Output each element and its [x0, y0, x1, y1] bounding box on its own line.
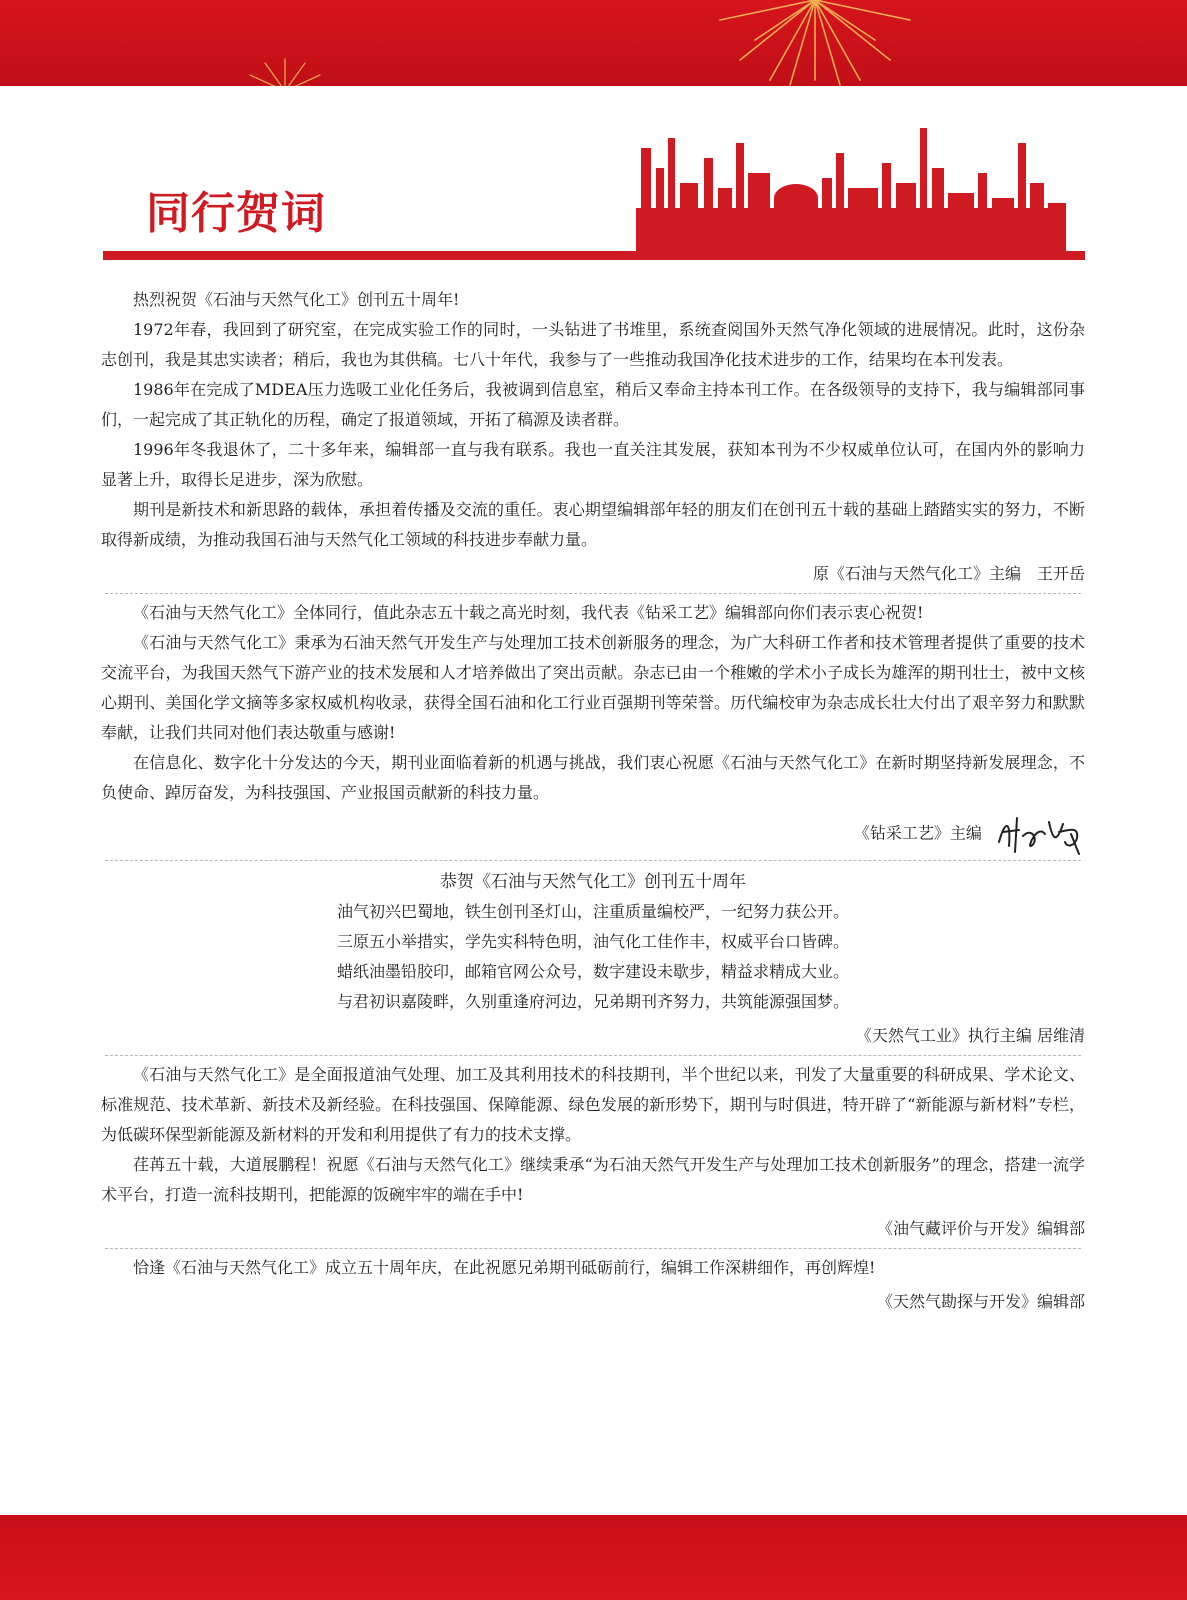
top-banner — [0, 0, 1187, 86]
paragraph: 《石油与天然气化工》是全面报道油气处理、加工及其利用技术的科技期刊，半个世纪以来，刊发了大量重要的科研成果、学术论文、标准规范、技术革新、新技术及新经验。在科技强国、保障能源、绿色发展的新形势下，期刊与时俱进，特开辟了“新能源与新材料”专栏，为低碳环保型新能源及新材料的开发和利用提供了有力的技术支撑。 — [101, 1065, 1085, 1144]
paragraph: 《石油与天然气化工》秉承为石油天然气开发生产与处理加工技术创新服务的理念，为广大科研工作者和技术管理者提供了重要的技术交流平台，为我国天然气下游产业的技术发展和人才培养做出了突出贡献。杂志已由一个稚嫩的学术小子成长为雄浑的期刊壮士，被中文核心期刊、美国化学文摘等多家权威机构收录，获得全国石油和化工行业百强期刊等荣誉。历代编校审为杂志成长壮大付出了艰辛努力和默默奉献，让我们共同对他们表达敬重与感谢! — [101, 633, 1085, 742]
poem-line: 蜡纸油墨铅胶印，邮箱官网公众号，数字建设未歇步，精益求精成大业。 — [336, 962, 849, 981]
dashed-divider — [105, 1055, 1081, 1056]
poem-line: 油气初兴巴蜀地，铁生创刊圣灯山，注重质量编校严，一纪努力获公开。 — [336, 902, 849, 921]
poem-title: 恭贺《石油与天然气化工》创刊五十周年 — [440, 872, 746, 892]
signature: 《天然气勘探与开发》编辑部 — [876, 1292, 1085, 1311]
paragraph: 恰逢《石油与天然气化工》成立五十周年庆，在此祝愿兄弟期刊砥砺前行，编辑工作深耕细作，再创辉煌! — [133, 1258, 876, 1277]
greeting-section — [101, 1253, 1085, 1317]
page-title: 同行贺词 — [146, 188, 326, 239]
refinery-skyline-icon — [636, 128, 1066, 256]
header-rule — [103, 251, 1085, 260]
paragraph: 热烈祝贺《石油与天然气化工》创刊五十周年! — [133, 290, 460, 309]
signature: 原《石油与天然气化工》主编 王开岳 — [812, 564, 1085, 583]
signature: 《天然气工业》执行主编 居维清 — [855, 1026, 1085, 1045]
dashed-divider — [105, 860, 1081, 861]
greeting-section — [101, 1060, 1085, 1244]
greetings-content — [101, 285, 1085, 1317]
paragraph: 在信息化、数字化十分发达的今天，期刊业面临着新的机遇与挑战，我们衷心祝愿《石油与天然气化工》在新时期坚持新发展理念，不负使命、踔厉奋发，为科技强国、产业报国贡献新的科技力量。 — [101, 753, 1085, 802]
paragraph: 荏苒五十载，大道展鹏程！祝愿《石油与天然气化工》继续秉承“为石油天然气开发生产与处理加工技术创新服务”的理念，搭建一流学术平台，打造一流科技期刊，把能源的饭碗牢牢的端在手中! — [101, 1155, 1085, 1204]
greeting-section — [101, 285, 1085, 589]
greeting-section — [101, 867, 1085, 1051]
bottom-banner — [0, 1515, 1187, 1600]
paragraph: 1986年在完成了MDEA压力选吸工业化任务后，我被调到信息室，稍后又奉命主持本刊工作。在各级领导的支持下，我与编辑部同事们，一起完成了其正轨化的历程，确定了报道领域，开拓了稿源及读者群。 — [101, 380, 1085, 429]
firework-icon — [240, 55, 330, 86]
firework-icon — [700, 0, 930, 86]
poem-line: 三原五小举措实，学先实科特色明，油气化工佳作丰，权威平台口皆碑。 — [336, 932, 849, 951]
paragraph: 《石油与天然气化工》全体同行，值此杂志五十载之高光时刻，我代表《钻采工艺》编辑部向你们表示衷心祝贺! — [133, 603, 924, 622]
handwritten-signature-icon — [993, 812, 1085, 856]
poem-line: 与君初识嘉陵畔，久别重逢府河边，兄弟期刊齐努力，共筑能源强国梦。 — [336, 992, 849, 1011]
dashed-divider — [105, 593, 1081, 594]
signature: 《钻采工艺》主编 — [853, 823, 982, 843]
paragraph: 1972年春，我回到了研究室，在完成实验工作的同时，一头钻进了书堆里，系统查阅国外天然气净化领域的进展情况。此时，这份杂志创刊，我是其忠实读者；稍后，我也为其供稿。七八十年代，我参与了一些推动我国净化技术进步的工作，结果均在本刊发表。 — [101, 320, 1085, 369]
greeting-section — [101, 598, 1085, 856]
signature-line — [101, 812, 1085, 856]
paragraph: 1996年冬我退休了，二十多年来，编辑部一直与我有联系。我也一直关注其发展，获知本刊为不少权威单位认可，在国内外的影响力显著上升，取得长足进步，深为欣慰。 — [101, 440, 1085, 489]
dashed-divider — [105, 1248, 1081, 1249]
paragraph: 期刊是新技术和新思路的载体，承担着传播及交流的重任。衷心期望编辑部年轻的朋友们在创刊五十载的基础上踏踏实实的努力，不断取得新成绩，为推动我国石油与天然气化工领域的科技进步奉献力量。 — [101, 500, 1085, 549]
signature: 《油气藏评价与开发》编辑部 — [876, 1219, 1085, 1238]
